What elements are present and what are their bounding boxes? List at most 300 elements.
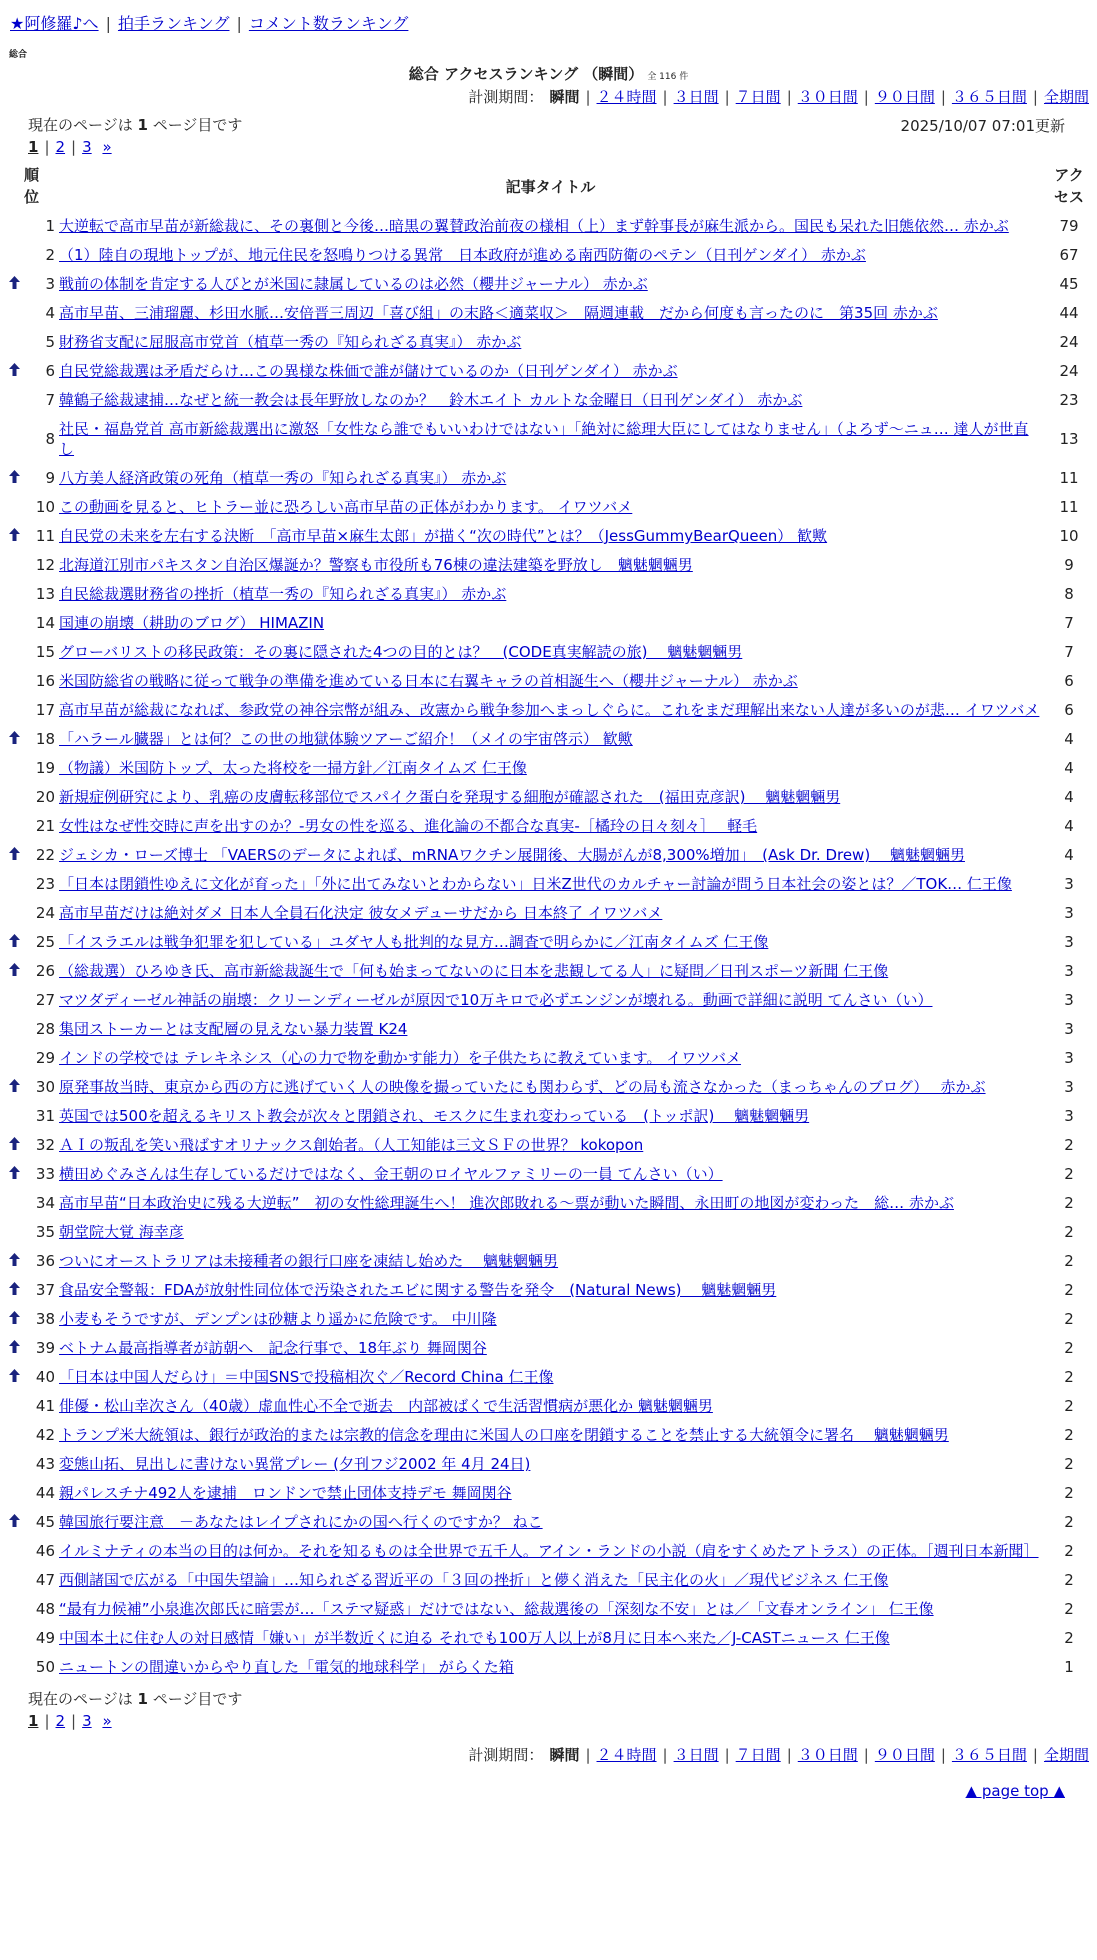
table-row bbox=[6, 415, 1094, 464]
table-row bbox=[6, 957, 1094, 986]
article-title-link[interactable]: トランプ米大統領は、銀行が政治的または宗教的信念を理由に米国人の口座を閉鎖することを禁止する大統領令に署名 魑魅魍魎男 bbox=[59, 1426, 949, 1444]
title-cell bbox=[57, 638, 1044, 667]
article-title-link[interactable]: 社民・福島党首 高市新総裁選出に激怒「女性なら誰でもいいわけではない」「絶対に総理大臣にしてはなりません」（よろず〜ニュ… 達人が世直し bbox=[59, 420, 1029, 458]
access-count: 4 bbox=[1064, 730, 1074, 748]
up-arrow-icon bbox=[9, 1165, 20, 1183]
trend-cell bbox=[6, 667, 22, 696]
article-title-link[interactable]: 英国では500を超えるキリスト教会が次々と閉鎖され、モスクに生まれ変わっている (トッポ訳) 魑魅魍魎男 bbox=[59, 1107, 810, 1125]
title-cell bbox=[57, 667, 1044, 696]
article-title-link[interactable]: 自民総裁選財務省の挫折（植草一秀の『知られざる真実』） 赤かぶ bbox=[59, 585, 507, 603]
up-arrow-icon bbox=[9, 846, 20, 864]
table-row bbox=[6, 783, 1094, 812]
trend-cell bbox=[6, 609, 22, 638]
article-title-link[interactable]: イルミナティの本当の目的は何か。それを知るものは全世界で五千人。アイン・ランドの小説（肩をすくめたアトラス）の正体。［週刊日本新聞］ bbox=[59, 1542, 1039, 1560]
pager-top bbox=[28, 138, 112, 156]
rank-number: 6 bbox=[45, 362, 56, 380]
article-title-link[interactable]: 横田めぐみさんは生存しているだけではなく、金王朝のロイヤルファミリーの一員 てんさい（い） bbox=[59, 1165, 723, 1183]
trend-cell bbox=[6, 812, 22, 841]
title-cell bbox=[57, 725, 1044, 754]
access-count: 11 bbox=[1059, 469, 1079, 487]
title-cell bbox=[57, 212, 1044, 241]
title-cell bbox=[57, 1595, 1044, 1624]
pager-link-2[interactable]: 2 bbox=[55, 1712, 66, 1730]
title-cell bbox=[57, 270, 1044, 299]
article-title-link[interactable]: インドの学校では テレキネシス（心の力で物を動かす能力）を子供たちに教えています。 イワツバメ bbox=[59, 1049, 742, 1067]
access-count: 44 bbox=[1059, 304, 1079, 322]
article-title-link[interactable]: ＡＩの叛乱を笑い飛ばすオリナックス創始者。（人工知能は三文ＳＦの世界？ kokopon bbox=[59, 1136, 644, 1154]
nav-separator: | bbox=[105, 14, 111, 33]
period-separator: | bbox=[940, 1746, 946, 1764]
trend-cell bbox=[6, 1305, 22, 1334]
trend-cell bbox=[6, 212, 22, 241]
ranking-table-body bbox=[6, 212, 1094, 1682]
table-row bbox=[6, 1276, 1094, 1305]
table-row bbox=[6, 1508, 1094, 1537]
trend-cell bbox=[6, 725, 22, 754]
access-count: 2 bbox=[1064, 1600, 1074, 1618]
trend-cell bbox=[6, 1537, 22, 1566]
title-cell bbox=[57, 415, 1044, 464]
trend-cell bbox=[6, 870, 22, 899]
title-cell bbox=[57, 986, 1044, 1015]
total-count: 全 116 件 bbox=[647, 72, 689, 82]
title-cell bbox=[57, 1392, 1044, 1421]
rank-number: 35 bbox=[35, 1223, 56, 1241]
access-count: 1 bbox=[1064, 1658, 1074, 1676]
table-row bbox=[6, 928, 1094, 957]
access-count: 7 bbox=[1064, 643, 1074, 661]
table-row bbox=[6, 1102, 1094, 1131]
article-title-link[interactable]: 自民党の未来を左右する決断 「高市早苗×麻生太郎」が描く“次の時代”とは？（JessGummyBearQueen） 歓歟 bbox=[59, 527, 828, 545]
pager-separator: | bbox=[44, 1712, 50, 1730]
access-count: 3 bbox=[1064, 1049, 1074, 1067]
article-title-link[interactable]: 財務省支配に屈服高市党首（植草一秀の『知られざる真実』） 赤かぶ bbox=[59, 333, 522, 351]
nav-separator: | bbox=[236, 14, 242, 33]
article-title-link[interactable]: 女性はなぜ性交時に声を出すのか？-男女の性を巡る、進化論の不都合な真実-［橘玲の日々刻々］ 軽毛 bbox=[59, 817, 758, 835]
access-count: 24 bbox=[1059, 362, 1079, 380]
access-count: 6 bbox=[1064, 672, 1074, 690]
article-title-link[interactable]: グローバリストの移民政策：その裏に隠された4つの目的とは？ (CODE真実解読の旅) 魑魅魍魎男 bbox=[59, 643, 743, 661]
title-cell bbox=[57, 1131, 1044, 1160]
access-count: 4 bbox=[1064, 788, 1074, 806]
trend-cell bbox=[6, 299, 22, 328]
rank-number: 36 bbox=[35, 1252, 56, 1270]
article-title-link[interactable]: 朝堂院大覚 海幸彦 bbox=[59, 1223, 184, 1241]
article-title-link[interactable]: 北海道江別市パキスタン自治区爆誕か？警察も市役所も76棟の違法建築を野放し 魑魅魍魎男 bbox=[59, 556, 693, 574]
rank-number: 1 bbox=[45, 217, 56, 235]
article-title-link[interactable]: ベトナム最高指導者が訪朝へ 記念行事で、18年ぶり 舞岡関谷 bbox=[59, 1339, 487, 1357]
title-header: 記事タイトル bbox=[505, 177, 596, 196]
pager-separator: | bbox=[44, 138, 50, 156]
rank-number: 16 bbox=[35, 672, 56, 690]
article-title-link[interactable]: ついにオーストラリアは未接種者の銀行口座を凍結し始めた 魑魅魍魎男 bbox=[59, 1252, 559, 1270]
article-title-link[interactable]: 集団ストーカーとは支配層の見えない暴力装置 K24 bbox=[59, 1020, 408, 1038]
table-row bbox=[6, 357, 1094, 386]
title-cell bbox=[57, 812, 1044, 841]
current-page-prefix: 現在のページは bbox=[28, 1690, 133, 1708]
rank-number: 22 bbox=[35, 846, 56, 864]
up-arrow-icon bbox=[9, 1368, 20, 1386]
access-count: 23 bbox=[1059, 391, 1079, 409]
period-separator: | bbox=[585, 1746, 591, 1764]
article-title-link[interactable]: 大逆転で高市早苗が新総裁に、その裏側と今後…暗黒の翼賛政治前夜の様相（上）まず幹事長が麻生派から。国民も呆れた旧態依然… 赤かぶ bbox=[59, 217, 1009, 235]
rank-number: 12 bbox=[35, 556, 56, 574]
page-title bbox=[0, 63, 1097, 84]
table-row bbox=[6, 1189, 1094, 1218]
period-link-3[interactable]: ７日間 bbox=[735, 88, 781, 106]
trend-cell bbox=[6, 1015, 22, 1044]
pager-spacer bbox=[95, 1712, 100, 1730]
article-title-link[interactable]: 高市早苗、三浦瑠麗、杉田水脈…安倍晋三周辺「喜び組」の末路＜適菜収＞ 隔週連載 だから何度も言ったのに 第35回 赤かぶ bbox=[59, 304, 938, 322]
rank-number: 29 bbox=[35, 1049, 56, 1067]
title-cell bbox=[57, 386, 1044, 415]
access-count: 3 bbox=[1064, 962, 1074, 980]
table-row bbox=[6, 986, 1094, 1015]
trend-cell bbox=[6, 551, 22, 580]
period-separator: | bbox=[1032, 88, 1038, 106]
access-count: 2 bbox=[1064, 1455, 1074, 1473]
article-title-link[interactable]: ジェシカ・ローズ博士 「VAERSのデータによれば、mRNAワクチン展開後、大腸がんが8,300%増加」 (Ask Dr. Drew) 魑魅魍魎男 bbox=[59, 846, 965, 864]
access-count: 4 bbox=[1064, 846, 1074, 864]
article-title-link[interactable]: 米国防総省の戦略に従って戦争の準備を進めている日本に右翼キャラの首相誕生へ（櫻井ジャーナル） 赤かぶ bbox=[59, 672, 798, 690]
article-title-link[interactable]: 新規症例研究により、乳癌の皮膚転移部位でスパイク蛋白を発現する細胞が確認された (福田克彦訳) 魑魅魍魎男 bbox=[59, 788, 841, 806]
title-cell bbox=[57, 1653, 1044, 1682]
table-row bbox=[6, 1537, 1094, 1566]
rank-number: 43 bbox=[35, 1455, 56, 1473]
access-count: 3 bbox=[1064, 991, 1074, 1009]
rank-number: 4 bbox=[45, 304, 56, 322]
pager-current-page: 1 bbox=[28, 138, 39, 156]
table-row bbox=[6, 812, 1094, 841]
table-row bbox=[6, 696, 1094, 725]
rank-number: 50 bbox=[35, 1658, 56, 1676]
current-page-info-bottom bbox=[28, 1688, 242, 1709]
title-cell bbox=[57, 328, 1044, 357]
period-link-6[interactable]: ３６５日間 bbox=[951, 88, 1027, 106]
rank-number: 5 bbox=[45, 333, 56, 351]
period-link-2[interactable]: ３日間 bbox=[673, 1746, 719, 1764]
title-cell bbox=[57, 957, 1044, 986]
title-cell bbox=[57, 870, 1044, 899]
table-row bbox=[6, 1015, 1094, 1044]
trend-cell bbox=[6, 415, 22, 464]
article-title-link[interactable]: 八方美人経済政策の死角（植草一秀の『知られざる真実』） 赤かぶ bbox=[59, 469, 507, 487]
trend-cell bbox=[6, 1247, 22, 1276]
trend-cell bbox=[6, 1479, 22, 1508]
title-cell bbox=[57, 357, 1044, 386]
rank-number: 15 bbox=[35, 643, 56, 661]
table-row bbox=[6, 725, 1094, 754]
up-arrow-icon bbox=[9, 1310, 20, 1328]
rank-number: 33 bbox=[35, 1165, 56, 1183]
title-cell bbox=[57, 299, 1044, 328]
title-cell bbox=[57, 899, 1044, 928]
title-cell bbox=[57, 1450, 1044, 1479]
title-cell bbox=[57, 1334, 1044, 1363]
access-count: 67 bbox=[1059, 246, 1079, 264]
article-title-link[interactable]: 原発事故当時、東京から西の方に逃げていく人の映像を撮っていたにも関わらず、どの局も流さなかった（まっちゃんのブログ） 赤かぶ bbox=[59, 1078, 986, 1096]
rank-number: 18 bbox=[35, 730, 56, 748]
access-count: 2 bbox=[1064, 1310, 1074, 1328]
rank-number: 25 bbox=[35, 933, 56, 951]
table-row bbox=[6, 212, 1094, 241]
up-arrow-icon bbox=[9, 1339, 20, 1357]
title-cell bbox=[57, 1218, 1044, 1247]
access-count: 2 bbox=[1064, 1223, 1074, 1241]
table-row bbox=[6, 667, 1094, 696]
pager-next-link[interactable]: » bbox=[102, 1712, 112, 1730]
rank-number: 37 bbox=[35, 1281, 56, 1299]
table-row bbox=[6, 1450, 1094, 1479]
period-separator: | bbox=[1032, 1746, 1038, 1764]
rank-number: 44 bbox=[35, 1484, 56, 1502]
period-link-6[interactable]: ３６５日間 bbox=[951, 1746, 1027, 1764]
rank-number: 32 bbox=[35, 1136, 56, 1154]
trend-cell bbox=[6, 1595, 22, 1624]
title-cell bbox=[57, 1479, 1044, 1508]
table-row bbox=[6, 1131, 1094, 1160]
article-title-link[interactable]: 「ハラール臓器」とは何？この世の地獄体験ツアーご紹介！（メイの宇宙啓示） 歓歟 bbox=[59, 730, 633, 748]
table-row bbox=[6, 1421, 1094, 1450]
trend-cell bbox=[6, 1102, 22, 1131]
period-separator: | bbox=[662, 1746, 668, 1764]
access-count: 2 bbox=[1064, 1368, 1074, 1386]
rank-number: 28 bbox=[35, 1020, 56, 1038]
access-count: 6 bbox=[1064, 701, 1074, 719]
applause-ranking-link[interactable]: 拍手ランキング bbox=[117, 14, 230, 33]
pager-link-3[interactable]: 3 bbox=[82, 1712, 92, 1730]
rank-number: 31 bbox=[35, 1107, 56, 1125]
title-cell bbox=[57, 1276, 1044, 1305]
table-row bbox=[6, 580, 1094, 609]
trend-cell bbox=[6, 357, 22, 386]
access-count: 9 bbox=[1064, 556, 1074, 574]
table-row bbox=[6, 899, 1094, 928]
title-cell bbox=[57, 1015, 1044, 1044]
trend-cell bbox=[6, 1276, 22, 1305]
access-count: 79 bbox=[1059, 217, 1079, 235]
period-separator: | bbox=[786, 88, 792, 106]
access-count: 24 bbox=[1059, 333, 1079, 351]
table-row bbox=[6, 1305, 1094, 1334]
table-row bbox=[6, 1392, 1094, 1421]
trend-cell bbox=[6, 696, 22, 725]
article-title-link[interactable]: （物議）米国防トップ、太った将校を一掃方針／江南タイムズ 仁王像 bbox=[59, 759, 527, 777]
article-title-link[interactable]: 小麦もそうですが、デンプンは砂糖より遥かに危険です。 中川隆 bbox=[59, 1310, 497, 1328]
title-cell bbox=[57, 1073, 1044, 1102]
trend-cell bbox=[6, 1160, 22, 1189]
rank-number: 40 bbox=[35, 1368, 56, 1386]
article-title-link[interactable]: ニュートンの間違いからやり直した「電気的地球科学」 がらくた箱 bbox=[59, 1658, 514, 1676]
trend-cell bbox=[6, 841, 22, 870]
pager-bottom bbox=[28, 1712, 112, 1730]
comment-ranking-link[interactable]: コメント数ランキング bbox=[248, 14, 409, 33]
rank-number: 41 bbox=[35, 1397, 56, 1415]
article-title-link[interactable]: 韓国旅行要注意 －あなたはレイプされにかの国へ行くのですか？ ねこ bbox=[59, 1513, 543, 1531]
article-title-link[interactable]: 俳優・松山幸次さん（40歳）虚血性心不全で逝去 内部被ばくで生活習慣病が悪化か 魑魅魍魎男 bbox=[59, 1397, 713, 1415]
period-separator: | bbox=[585, 88, 591, 106]
title-cell bbox=[57, 1508, 1044, 1537]
trend-cell bbox=[6, 1218, 22, 1247]
access-count: 2 bbox=[1064, 1136, 1074, 1154]
rank-number: 27 bbox=[35, 991, 56, 1009]
table-row bbox=[6, 386, 1094, 415]
up-arrow-icon bbox=[9, 1078, 20, 1096]
article-title-link[interactable]: 中国本土に住む人の対日感情「嫌い」が半数近くに迫る それでも100万人以上が8月に日本へ来た／J-CASTニュース 仁王像 bbox=[59, 1629, 890, 1647]
table-row bbox=[6, 464, 1094, 493]
period-separator: | bbox=[662, 88, 668, 106]
trend-cell bbox=[6, 638, 22, 667]
trend-cell bbox=[6, 783, 22, 812]
article-title-link[interactable]: 変態山拓、見出しに書けない異常プレー (夕刊フジ2002 年 4月 24日) bbox=[59, 1455, 531, 1473]
access-count: 2 bbox=[1064, 1426, 1074, 1444]
access-count: 3 bbox=[1064, 904, 1074, 922]
up-arrow-icon bbox=[9, 1513, 20, 1531]
current-page-number: 1 bbox=[137, 116, 148, 134]
table-row bbox=[6, 241, 1094, 270]
table-row bbox=[6, 841, 1094, 870]
table-row bbox=[6, 551, 1094, 580]
access-count: 2 bbox=[1064, 1542, 1074, 1560]
trend-cell bbox=[6, 1334, 22, 1363]
rank-number: 45 bbox=[35, 1513, 56, 1531]
current-page-number: 1 bbox=[137, 1690, 148, 1708]
table-row bbox=[6, 1044, 1094, 1073]
article-title-link[interactable]: 戦前の体制を肯定する人びとが米国に隷属しているのは必然（櫻井ジャーナル） 赤かぶ bbox=[59, 275, 648, 293]
table-row bbox=[6, 1653, 1094, 1682]
rank-number: 34 bbox=[35, 1194, 56, 1212]
current-page-info-top bbox=[28, 114, 242, 135]
trend-cell bbox=[6, 328, 22, 357]
rank-number: 9 bbox=[45, 469, 56, 487]
access-count: 2 bbox=[1064, 1484, 1074, 1502]
title-cell bbox=[57, 1305, 1044, 1334]
pager-next-link[interactable]: » bbox=[102, 138, 112, 156]
access-count: 4 bbox=[1064, 759, 1074, 777]
article-title-link[interactable]: 韓鶴子総裁逮捕…なぜと統一教会は長年野放しなのか？ 鈴木エイト カルトな金曜日（日刊ゲンダイ） 赤かぶ bbox=[59, 391, 803, 409]
title-cell bbox=[57, 1363, 1044, 1392]
rank-number: 3 bbox=[45, 275, 56, 293]
article-title-link[interactable]: 親パレスチナ492人を逮捕 ロンドンで禁止団体支持デモ 舞岡関谷 bbox=[59, 1484, 512, 1502]
period-selector-bottom bbox=[468, 1744, 1089, 1765]
updated-timestamp: 2025/10/07 07:01更新 bbox=[900, 117, 1065, 135]
rank-number: 46 bbox=[35, 1542, 56, 1560]
rank-number: 11 bbox=[35, 527, 56, 545]
period-link-2[interactable]: ３日間 bbox=[673, 88, 719, 106]
period-link-5[interactable]: ９０日間 bbox=[874, 1746, 935, 1764]
rank-number: 14 bbox=[35, 614, 56, 632]
pager-link-2[interactable]: 2 bbox=[55, 138, 66, 156]
access-count: 2 bbox=[1064, 1194, 1074, 1212]
trend-cell bbox=[6, 1131, 22, 1160]
rank-number: 49 bbox=[35, 1629, 56, 1647]
article-title-link[interactable]: （総裁選）ひろゆき氏、高市新総裁誕生で「何も始まってないのに日本を悲観してる人」に疑問／日刊スポーツ新聞 仁王像 bbox=[59, 962, 889, 980]
pager-current-page: 1 bbox=[28, 1712, 39, 1730]
page-top-link[interactable]: ▲ page top ▲ bbox=[965, 1782, 1065, 1800]
title-cell bbox=[57, 841, 1044, 870]
pager-link-3[interactable]: 3 bbox=[82, 138, 92, 156]
title-cell bbox=[57, 551, 1044, 580]
up-arrow-icon bbox=[9, 933, 20, 951]
table-row bbox=[6, 1334, 1094, 1363]
article-title-link[interactable]: 自民党総裁選は矛盾だらけ…この異様な株価で誰が儲けているのか（日刊ゲンダイ） 赤かぶ bbox=[59, 362, 678, 380]
period-link-4[interactable]: ３０日間 bbox=[797, 88, 858, 106]
current-page-suffix: ページ目です bbox=[152, 1690, 243, 1708]
table-row bbox=[6, 609, 1094, 638]
article-title-link[interactable]: 高市早苗“日本政治史に残る大逆転” 初の女性総理誕生へ！ 進次郎敗れる〜票が動いた瞬間、永田町の地図が変わった 総… 赤かぶ bbox=[59, 1194, 954, 1212]
table-row bbox=[6, 1595, 1094, 1624]
article-title-link[interactable]: 高市早苗だけは絶対ダメ 日本人全員石化決定 彼女メデューサだから 日本終了 イワツバメ bbox=[59, 904, 663, 922]
rank-number: 42 bbox=[35, 1426, 56, 1444]
period-link-7[interactable]: 全期間 bbox=[1043, 1746, 1089, 1764]
table-row bbox=[6, 1073, 1094, 1102]
trend-cell bbox=[6, 1392, 22, 1421]
article-title-link[interactable]: この動画を見ると、ヒトラー並に恐ろしい高市早苗の正体がわかります。 イワツバメ bbox=[59, 498, 633, 516]
up-arrow-icon bbox=[9, 1252, 20, 1270]
trend-cell bbox=[6, 986, 22, 1015]
title-cell bbox=[57, 1247, 1044, 1276]
period-link-7[interactable]: 全期間 bbox=[1043, 88, 1089, 106]
period-link-4[interactable]: ３０日間 bbox=[797, 1746, 858, 1764]
period-link-5[interactable]: ９０日間 bbox=[874, 88, 935, 106]
article-title-link[interactable]: 「日本は閉鎖性ゆえに文化が育った」「外に出てみないとわからない」日米Z世代のカルチャー討論が問う日本社会の姿とは？／TOK… 仁王像 bbox=[59, 875, 1012, 893]
article-title-link[interactable]: 「イスラエルは戦争犯罪を犯している」ユダヤ人も批判的な見方…調査で明らかに／江南タイムズ 仁王像 bbox=[59, 933, 769, 951]
title-cell bbox=[57, 783, 1044, 812]
period-link-3[interactable]: ７日間 bbox=[735, 1746, 781, 1764]
title-cell bbox=[57, 464, 1044, 493]
period-separator: | bbox=[724, 88, 730, 106]
rank-number: 2 bbox=[45, 246, 56, 264]
rank-number: 24 bbox=[35, 904, 56, 922]
access-count: 2 bbox=[1064, 1252, 1074, 1270]
trend-cell bbox=[6, 522, 22, 551]
title-cell bbox=[57, 609, 1044, 638]
access-count: 4 bbox=[1064, 817, 1074, 835]
period-separator: | bbox=[863, 88, 869, 106]
trend-cell bbox=[6, 1363, 22, 1392]
period-label: 計測期間： bbox=[468, 88, 544, 106]
article-title-link[interactable]: 国連の崩壊（耕助のブログ） HIMAZIN bbox=[59, 614, 325, 632]
home-link[interactable]: ★阿修羅♪へ bbox=[10, 14, 99, 33]
access-count: 2 bbox=[1064, 1165, 1074, 1183]
table-row bbox=[6, 328, 1094, 357]
article-title-link[interactable]: （1）陸自の現地トップが、地元住民を怒鳴りつける異常 日本政府が進める南西防衛のペテン（日刊ゲンダイ） 赤かぶ bbox=[59, 246, 866, 264]
trend-cell bbox=[6, 241, 22, 270]
period-link-1[interactable]: ２４時間 bbox=[596, 1746, 657, 1764]
access-count: 3 bbox=[1064, 1020, 1074, 1038]
title-cell bbox=[57, 1044, 1044, 1073]
access-count: 3 bbox=[1064, 933, 1074, 951]
table-row bbox=[6, 493, 1094, 522]
title-cell bbox=[57, 1421, 1044, 1450]
article-title-link[interactable]: “最有力候補”小泉進次郎氏に暗雲が…「ステマ疑惑」だけではない、総裁選後の「深刻な不安」とは／「文春オンライン」 仁王像 bbox=[59, 1600, 934, 1618]
access-count: 11 bbox=[1059, 498, 1079, 516]
trend-cell bbox=[6, 1508, 22, 1537]
article-title-link[interactable]: 食品安全警報：FDAが放射性同位体で汚染されたエビに関する警告を発令 (Natural News) 魑魅魍魎男 bbox=[59, 1281, 777, 1299]
article-title-link[interactable]: 「日本は中国人だらけ」＝中国SNSで投稿相次ぐ／Record China 仁王像 bbox=[59, 1368, 554, 1386]
title-cell bbox=[57, 754, 1044, 783]
up-arrow-icon bbox=[9, 527, 20, 545]
period-link-1[interactable]: ２４時間 bbox=[596, 88, 657, 106]
access-count: 2 bbox=[1064, 1339, 1074, 1357]
access-count: 2 bbox=[1064, 1629, 1074, 1647]
up-arrow-icon bbox=[9, 275, 20, 293]
article-title-link[interactable]: 高市早苗が総裁になれば、参政党の神谷宗幣が組み、改憲から戦争参加へまっしぐらに。これをまだ理解出来ない人達が多いのが悲… イワツバメ bbox=[59, 701, 1040, 719]
rank-number: 10 bbox=[35, 498, 56, 516]
article-title-link[interactable]: マツダディーゼル神話の崩壊：クリーンディーゼルが原因で10万キロで必ずエンジンが壊れる。動画で詳細に説明 てんさい（い） bbox=[59, 991, 933, 1009]
trend-cell bbox=[6, 270, 22, 299]
article-title-link[interactable]: 西側諸国で広がる「中国失望論」…知られざる習近平の「３回の挫折」と儚く消えた「民主化の火」／現代ビジネス 仁王像 bbox=[59, 1571, 889, 1589]
